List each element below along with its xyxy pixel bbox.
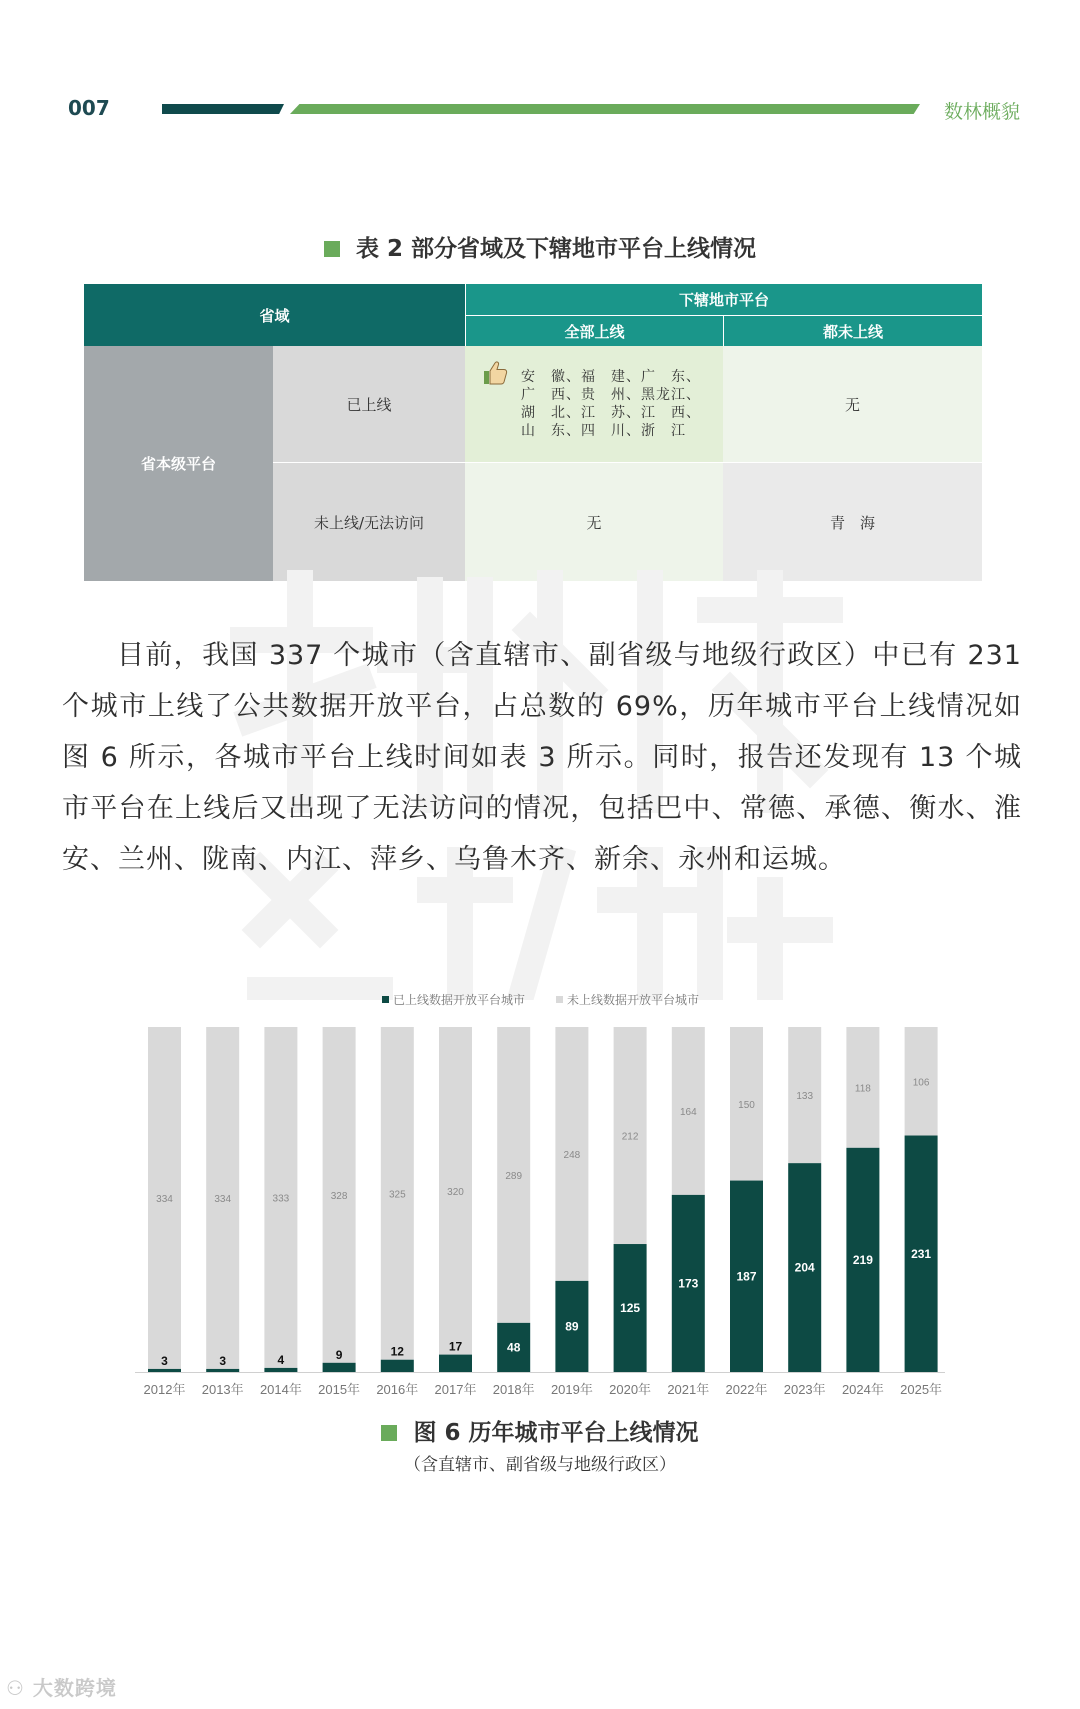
data-label-offline: 150 (738, 1099, 755, 1111)
bar-online (148, 1369, 181, 1372)
data-label-offline: 333 (272, 1193, 290, 1205)
data-label-offline: 320 (447, 1186, 464, 1198)
x-tick-label: 2023年 (783, 1382, 826, 1397)
legend-swatch (556, 996, 563, 1003)
province-line: 安 徽、福 建、广 东、 (521, 369, 701, 385)
x-tick-label: 2012年 (143, 1382, 186, 1397)
table-caption (0, 230, 1080, 263)
data-label-online: 4 (277, 1352, 285, 1367)
header-all-online: 全部上线 (465, 315, 723, 346)
data-label-offline: 334 (156, 1193, 173, 1205)
province-line: 山 东、四 川、浙 江 (521, 423, 686, 439)
x-tick-label: 2019年 (550, 1382, 593, 1397)
data-label-offline: 289 (505, 1170, 523, 1182)
data-label-offline: 164 (679, 1106, 697, 1118)
data-label-online: 3 (161, 1353, 168, 1368)
cell-online-all-online (465, 346, 723, 463)
data-label-offline: 328 (330, 1190, 348, 1202)
figure-subcaption: （含直辖市、副省级与地级行政区） (404, 1455, 676, 1475)
cell-offline-none-online: 青 海 (723, 463, 982, 581)
data-label-online: 219 (852, 1252, 873, 1267)
x-tick-label: 2017年 (434, 1382, 477, 1397)
page-number: 007 (68, 96, 110, 120)
row-label-online: 已上线 (273, 346, 465, 463)
caption-square-icon (324, 241, 340, 257)
bar-online (381, 1360, 414, 1372)
data-label-offline: 248 (563, 1149, 581, 1161)
data-label-offline: 334 (214, 1193, 232, 1205)
data-label-offline: 118 (854, 1083, 871, 1095)
legend-label: 已上线数据开放平台城市 (393, 993, 526, 1007)
table-caption-text: 表 2 部分省域及下辖地市平台上线情况 (355, 236, 757, 262)
section-name: 数林概貌 (944, 101, 1021, 123)
header-bar-dark (162, 104, 284, 114)
bar-online (323, 1363, 356, 1372)
data-label-online: 9 (335, 1347, 343, 1362)
cell-offline-all-online: 无 (465, 463, 723, 581)
province-list (521, 368, 701, 440)
row-group-provincial: 省本级平台 (84, 346, 273, 581)
x-tick-label: 2021年 (667, 1382, 710, 1397)
province-line: 湖 北、江 苏、江 西、 (521, 405, 701, 421)
cell-online-none-online: 无 (723, 346, 982, 463)
footer-logo-text: 大数跨境 (32, 1676, 117, 1700)
row-label-offline: 未上线/无法访问 (273, 463, 465, 581)
data-label-offline: 106 (912, 1077, 930, 1089)
bar-online (439, 1355, 472, 1372)
data-label-online: 125 (620, 1301, 641, 1316)
x-tick-label: 2020年 (609, 1382, 652, 1397)
data-label-online: 204 (794, 1260, 815, 1275)
bar-online (264, 1368, 297, 1372)
province-table (84, 284, 982, 581)
x-tick-label: 2018年 (492, 1382, 535, 1397)
bar-online (206, 1369, 239, 1372)
footer-logo: ⚇ 大数跨境 (6, 1676, 117, 1700)
x-tick-label: 2014年 (259, 1382, 302, 1397)
figure-caption-text: 图 6 历年城市平台上线情况 (413, 1420, 699, 1446)
data-label-online: 231 (911, 1246, 932, 1261)
header-none-online: 都未上线 (723, 315, 982, 346)
province-line: 广 西、贵 州、黑龙江、 (521, 387, 701, 403)
data-label-online: 187 (736, 1269, 757, 1284)
caption-square-icon (381, 1425, 397, 1441)
header-province: 省域 (84, 284, 465, 346)
data-label-offline: 212 (621, 1131, 639, 1143)
data-label-online: 17 (448, 1339, 463, 1354)
stacked-bar-chart (0, 940, 1080, 1400)
data-label-offline: 325 (388, 1189, 406, 1201)
header-city-platform: 下辖地市平台 (465, 284, 982, 315)
body-paragraph: 目前，我国 337 个城市（含直辖市、副省级与地级行政区）中已有 231 个城市上线了公共数据开放平台，占总数的 69%，历年城市平台上线情况如图 6 所示，各城市平台上线时间如表 3 所示。同时，报告还发现有 13 个城市平台在上线后又出现了无法访问的情况，包括巴中、常德、承德、衡水、淮安、兰州、陇南、内江、萍乡、乌鲁木齐、新余、永州和运城。 (62, 640, 1022, 875)
data-label-online: 3 (219, 1353, 227, 1368)
figure-caption (0, 1414, 1080, 1447)
data-label-online: 173 (678, 1276, 699, 1291)
data-label-online: 89 (565, 1319, 579, 1334)
data-label-online: 48 (507, 1340, 521, 1355)
x-tick-label: 2016年 (376, 1382, 419, 1397)
x-tick-label: 2022年 (725, 1382, 768, 1397)
data-label-online: 12 (390, 1344, 404, 1359)
x-tick-label: 2015年 (318, 1382, 361, 1397)
data-label-offline: 133 (796, 1091, 814, 1103)
thumbs-up-icon (479, 358, 509, 388)
legend-swatch (382, 996, 389, 1003)
x-tick-label: 2025年 (900, 1382, 943, 1397)
x-tick-label: 2013年 (201, 1382, 244, 1397)
x-tick-label: 2024年 (841, 1382, 884, 1397)
legend-label: 未上线数据开放平台城市 (567, 993, 700, 1007)
header-bar-green (290, 104, 920, 114)
